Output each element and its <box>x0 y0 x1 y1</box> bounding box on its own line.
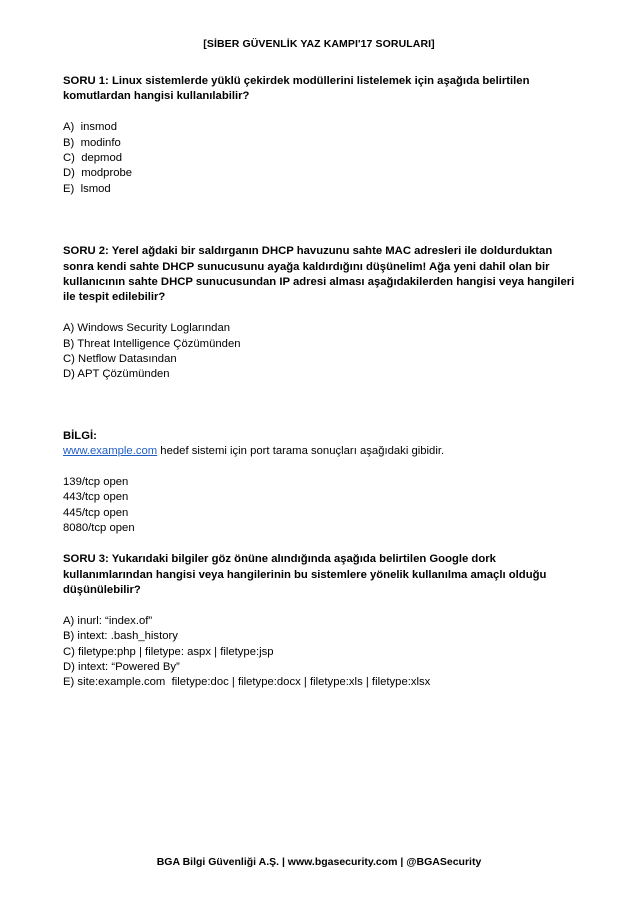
question-1-option-b: B) modinfo <box>63 136 121 149</box>
info-block <box>63 429 583 537</box>
question-3-option-b: B) intext: .bash_history <box>63 630 178 643</box>
port-item: 443/tcp open <box>63 491 129 504</box>
question-3-option-c: C) filetype:php | filetype: aspx | filetype:jsp <box>63 645 274 658</box>
question-1 <box>63 74 583 197</box>
question-2-option-a: A) Windows Security Loglarından <box>63 322 231 335</box>
question-3-option-d: D) intext: “Powered By” <box>63 660 180 673</box>
document-body <box>63 74 583 691</box>
question-3-options <box>63 614 583 691</box>
question-3 <box>63 552 583 691</box>
question-2 <box>63 244 583 383</box>
port-item: 445/tcp open <box>63 506 129 519</box>
question-3-text: SORU 3: Yukarıdaki bilgiler göz önüne alındığında aşağıda belirtilen Google dork kullanımlarından hangisi veya hangilerinin bu sistemlere yönelik kullanılma amaçlı olduğu düşünülebilir? <box>63 553 547 596</box>
port-item: 139/tcp open <box>63 476 129 489</box>
question-3-option-a: A) inurl: “index.of” <box>63 614 153 627</box>
question-1-option-d: D) modprobe <box>63 167 133 180</box>
port-list <box>63 475 583 537</box>
question-1-option-c: C) depmod <box>63 152 123 165</box>
page-footer: BGA Bilgi Güvenliği A.Ş. | www.bgasecurity.com | @BGASecurity <box>156 856 482 868</box>
question-2-option-d: D) APT Çözümünden <box>63 368 170 381</box>
port-item: 8080/tcp open <box>63 522 135 535</box>
question-3-option-e: E) site:example.com filetype:doc | filetype:docx | filetype:xls | filetype:xlsx <box>63 676 431 689</box>
info-description <box>63 444 583 459</box>
info-description-text: hedef sistemi için port tarama sonuçları aşağıdaki gibidir. <box>157 445 445 458</box>
question-2-option-c: C) Netflow Datasından <box>63 353 177 366</box>
question-1-text: SORU 1: Linux sistemlerde yüklü çekirdek modüllerini listelemek için aşağıda belirtilen komutlardan hangisi kullanılabilir? <box>63 75 530 103</box>
page-header: [SİBER GÜVENLİK YAZ KAMPI'17 SORULARI] <box>203 38 435 50</box>
question-2-options <box>63 321 583 383</box>
question-2-text: SORU 2: Yerel ağdaki bir saldırganın DHCP havuzunu sahte MAC adresleri ile doldurduktan sonra kendi sahte DHCP sunucusunu ayağa kaldırdığını düşünelim! Ağa yeni dahil olan bir kullanıcının sahte DHCP sunucusundan IP adresi alması aşağıdakilerden hangisi veya hangileri ile tespit edilebilir? <box>63 245 575 304</box>
question-1-options <box>63 120 583 197</box>
example-link[interactable]: www.example.com <box>63 445 158 458</box>
question-2-option-b: B) Threat Intelligence Çözümünden <box>63 337 241 350</box>
question-1-option-e: E) lsmod <box>63 182 111 195</box>
question-1-option-a: A) insmod <box>63 121 117 134</box>
info-title: BİLGİ: <box>63 429 97 442</box>
